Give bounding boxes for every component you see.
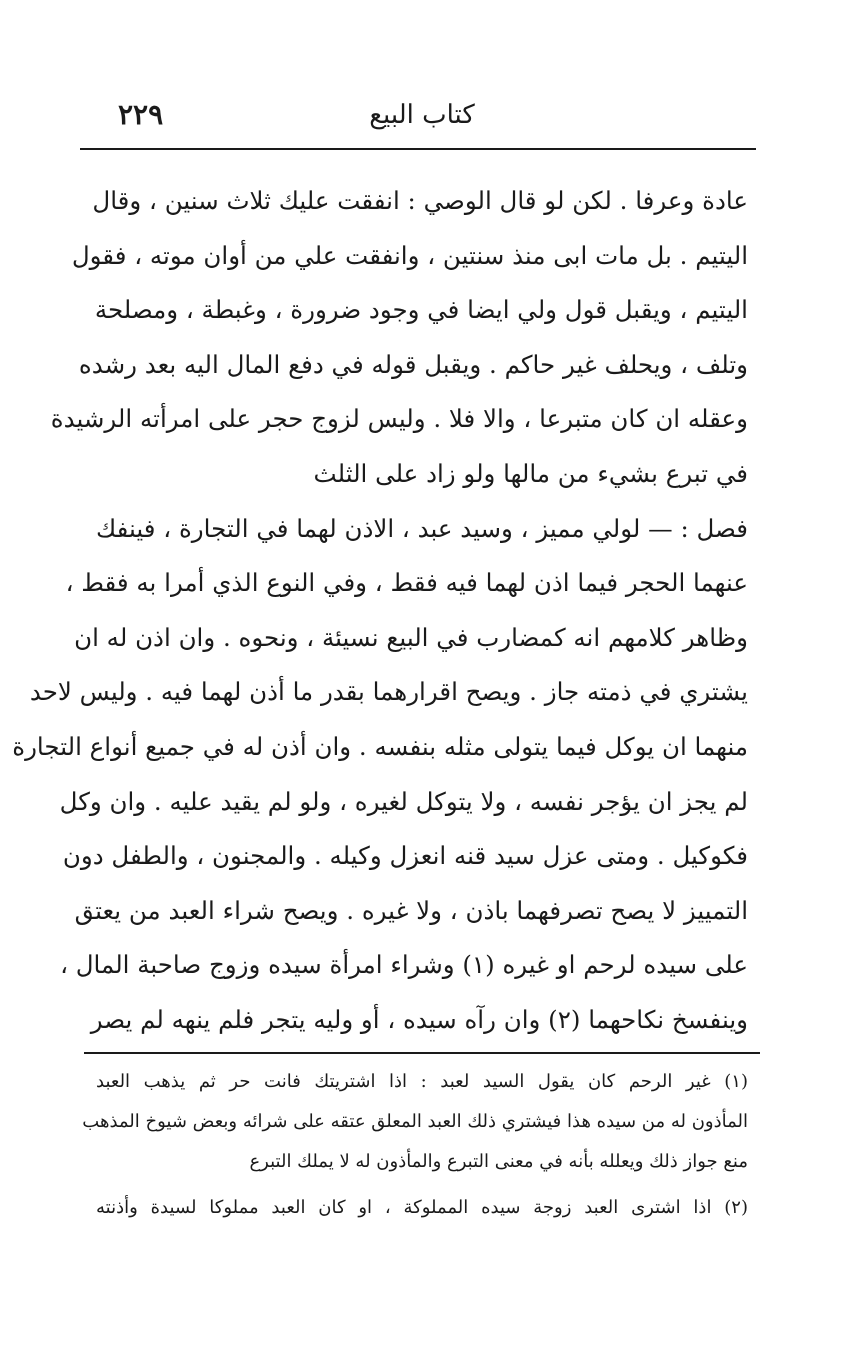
footnote-line: المأذون له من سيده هذا فيشتري ذلك العبد المعلق عتقه على شرائه وبعض شيوخ المذهب xyxy=(82,1111,748,1132)
text-line: عادة وعرفا . لكن لو قال الوصي : انفقت عليك ثلاث سنين ، وقال xyxy=(92,186,748,215)
footnote-line: (١) غير الرحم كان يقول السيد لعبد : اذا اشتريتك فانت حر ثم يذهب العبد xyxy=(96,1071,748,1092)
section-heading-line: فصل : — لولي مميز ، وسيد عبد ، الاذن لهما في التجارة ، فينفك xyxy=(95,513,748,543)
book-page xyxy=(12,96,748,1256)
footnotes xyxy=(82,1062,748,1228)
text-line: منهما ان يوكل فيما يتولى مثله بنفسه . وان أذن له في جميع أنواع التجارة xyxy=(12,731,748,761)
page-header xyxy=(96,96,748,142)
text-line: على سيده لرحم او غيره (١) وشراء امرأة سيده وزوج صاحبة المال ، xyxy=(60,950,748,980)
text-line: فكوكيل . ومتى عزل سيد قنه انعزل وكيله . والمجنون ، والطفل دون xyxy=(62,841,748,871)
text-line: اليتيم ، ويقبل قول ولي ايضا في وجود ضرورة ، وغبطة ، ومصلحة xyxy=(94,295,748,325)
text-line: وعقله ان كان متبرعا ، والا فلا . وليس لزوج حجر على امرأته الرشيدة xyxy=(50,404,748,434)
footnote-rule xyxy=(84,1052,760,1054)
page-number: ٢٢٩ xyxy=(118,98,164,131)
text-line: وظاهر كلامهم انه كمضارب في البيع نسيئة ، ونحوه . وان اذن له ان xyxy=(74,622,748,652)
header-rule xyxy=(80,148,756,150)
text-line: عنهما الحجر فيما اذن لهما فيه فقط ، وفي النوع الذي أمرا به فقط ، xyxy=(65,568,748,598)
text-line: في تبرع بشيء من مالها ولو زاد على الثلث xyxy=(313,458,748,488)
page-title: كتاب البيع xyxy=(369,100,475,130)
footnote-line: منع جواز ذلك ويعلله بأنه في معنى التبرع والمأذون له لا يملك التبرع xyxy=(249,1151,748,1172)
text-line: يشتري في ذمته جاز . ويصح اقرارهما بقدر ما أذن لهما فيه . وليس لاحد xyxy=(29,677,748,707)
text-line: التمييز لا يصح تصرفهما باذن ، ولا غيره . ويصح شراء العبد من يعتق xyxy=(74,895,748,925)
text-line: وينفسخ نكاحهما (٢) وان رآه سيده ، أو وليه يتجر فلم ينهه لم يصر xyxy=(90,1004,748,1034)
text-line: لم يجز ان يؤجر نفسه ، ولا يتوكل لغيره ، ولو لم يقيد عليه . وان وكل xyxy=(59,786,748,816)
main-text xyxy=(12,174,748,1048)
text-line: اليتيم . بل مات ابى منذ سنتين ، وانفقت علي من أوان موته ، فقول xyxy=(71,240,748,270)
footnote-line: (٢) اذا اشترى العبد زوجة سيده المملوكة ، او كان العبد مملوكا لسيدة وأذنته xyxy=(96,1197,748,1218)
text-line: وتلف ، ويحلف غير حاكم . ويقبل قوله في دفع المال اليه بعد رشده xyxy=(78,349,748,379)
